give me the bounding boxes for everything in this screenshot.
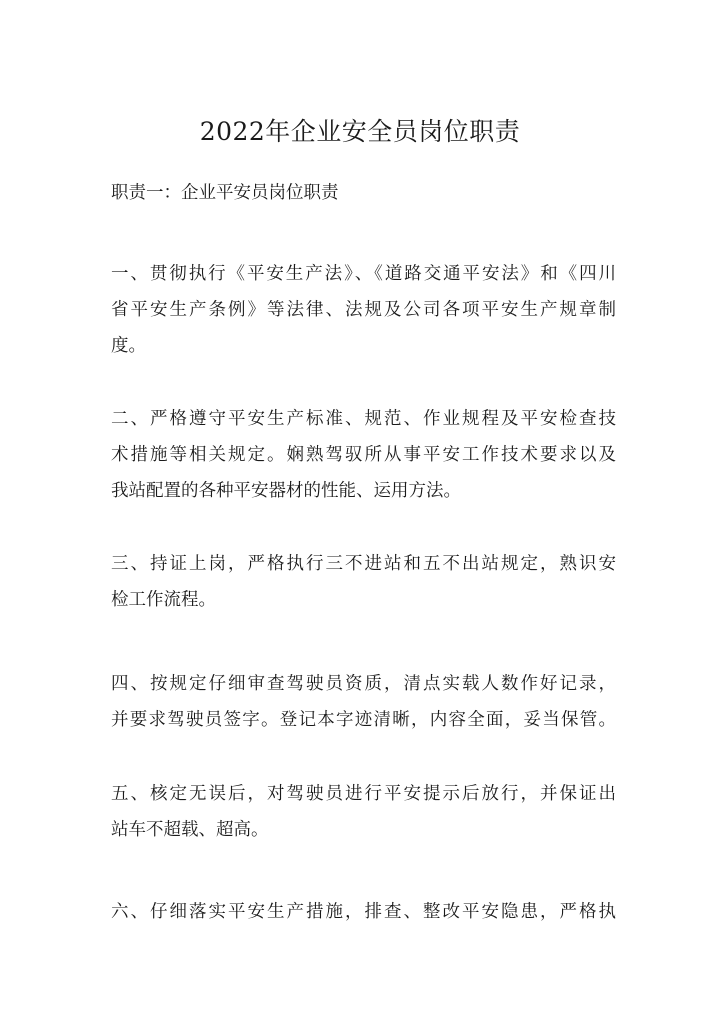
paragraph-6 [111, 894, 616, 930]
paragraph-line: 六、仔细落实平安生产措施，排查、整改平安隐患，严格执 [111, 902, 616, 922]
paragraph-line: 四、按规定仔细审查驾驶员资质，清点实载人数作好记录， [111, 674, 616, 694]
paragraph-line: 省平安生产条例》等法律、法规及公司各项平安生产规章制 [111, 300, 616, 320]
section-heading: 职责一：企业平安员岗位职责 [111, 183, 339, 203]
paragraph-1 [111, 256, 616, 364]
paragraph-line: 并要求驾驶员签字。登记本字迹清晰，内容全面，妥当保管。 [111, 710, 616, 730]
paragraph-4 [111, 666, 616, 738]
paragraph-2 [111, 401, 616, 509]
paragraph-line: 术措施等相关规定。娴熟驾驭所从事平安工作技术要求以及 [111, 445, 616, 465]
paragraph-line: 度。 [111, 336, 146, 356]
document-title: 2022年企业安全员岗位职责 [199, 117, 521, 146]
paragraph-line: 检工作流程。 [111, 590, 216, 610]
paragraph-line: 三、持证上岗，严格执行三不进站和五不出站规定，熟识安 [111, 554, 616, 574]
paragraph-line: 五、核定无误后，对驾驶员进行平安提示后放行，并保证出 [111, 784, 616, 804]
paragraph-line: 站车不超载、超高。 [111, 820, 269, 840]
paragraph-line: 我站配置的各种平安器材的性能、运用方法。 [111, 481, 461, 501]
paragraph-5 [111, 776, 616, 848]
paragraph-3 [111, 546, 616, 618]
paragraph-line: 一、贯彻执行《平安生产法》、《道路交通平安法》和《四川 [111, 264, 616, 284]
paragraph-line: 二、严格遵守平安生产标准、规范、作业规程及平安检查技 [111, 409, 616, 429]
